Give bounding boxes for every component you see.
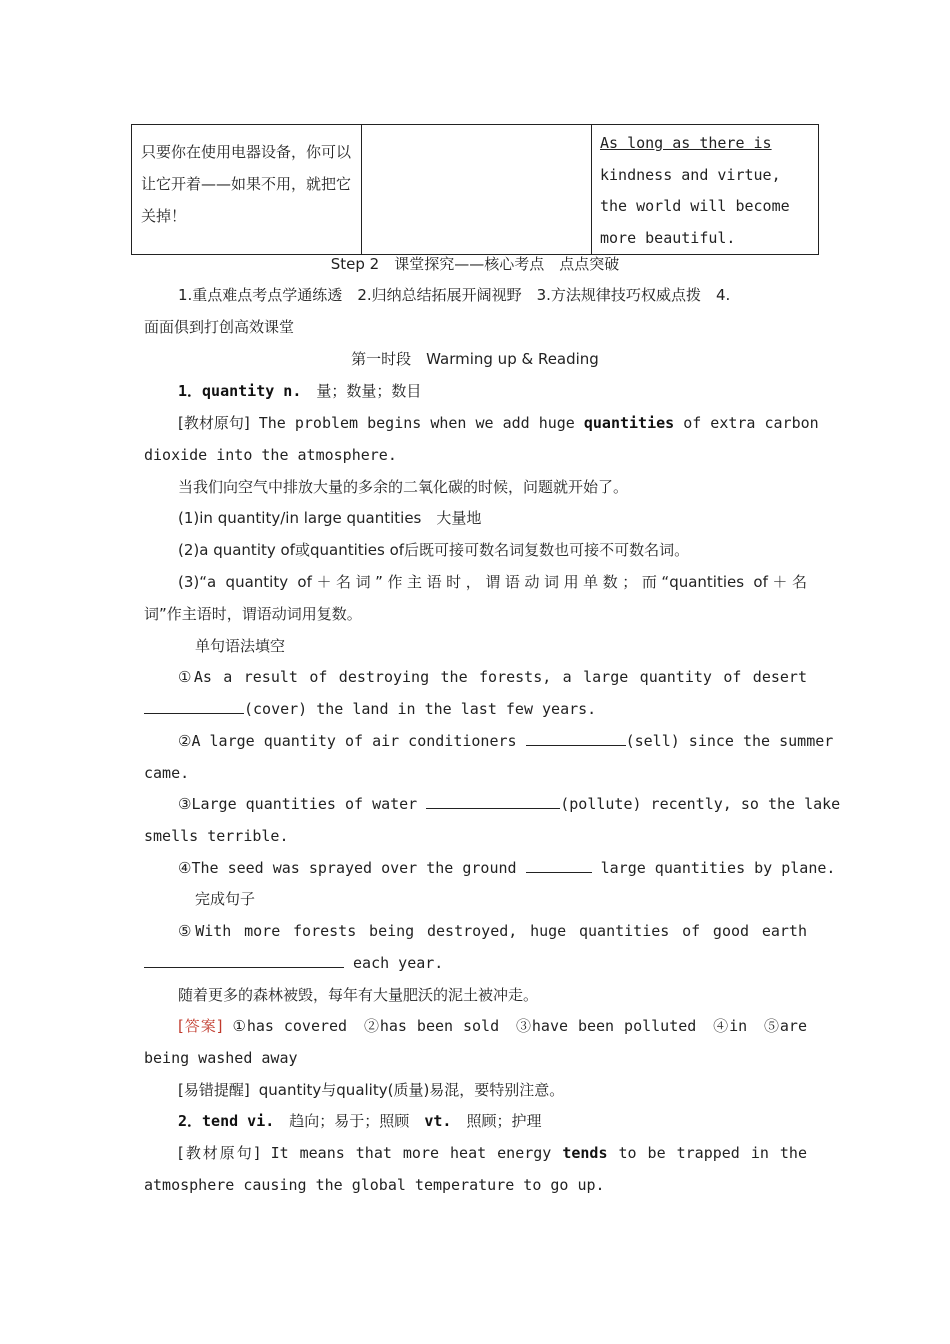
- entry1-meaning: 量；数量；数目: [316, 382, 422, 400]
- entry2-headword: 2．tend vi.: [178, 1112, 275, 1130]
- entry2-meaning2: 照顾；护理: [466, 1112, 542, 1130]
- tip-label: [易错提醒]: [178, 1081, 250, 1099]
- entry1-note3-line1: (3)“a quantity of＋名词”作主语时，谓语动词用单数；而“quantities of＋名: [178, 573, 807, 591]
- answer-blank[interactable]: [526, 858, 592, 873]
- cell-chinese-text: 只要你在使用电器设备，你可以让它开着——如果不用，就把它关掉！: [141, 143, 352, 225]
- question-5-line2: [144, 953, 807, 973]
- answer-values: ①has covered ②has been sold ③have been polluted ④in ⑤are: [232, 1017, 807, 1035]
- question-2-line1: [178, 731, 834, 751]
- cell-english-rest: kindness and virtue, the world will become more beautiful.: [600, 165, 790, 247]
- answer-blank[interactable]: [526, 731, 626, 746]
- step-title: Step 2 课堂探究——核心考点 点点突破: [330, 255, 620, 273]
- table-cell-english: [592, 125, 819, 255]
- entry2-meaning1: 趋向；易于；照顾: [289, 1112, 410, 1130]
- question-5-line1: ⑤With more forests being destroyed, huge quantities of good earth: [178, 922, 807, 940]
- tip-text: quantity与quality(质量)易混，要特别注意。: [258, 1081, 565, 1099]
- exercise-heading: 单句语法填空: [195, 637, 286, 655]
- question-1-line2: [144, 699, 807, 719]
- entry1-note1: (1)in quantity/in large quantities 大量地: [178, 509, 482, 527]
- section-title: 第一时段 Warming up & Reading: [351, 350, 599, 368]
- answer-line1: [178, 1016, 807, 1036]
- question-5-rest: each year.: [353, 954, 444, 972]
- entry1-source-label: [教材原句]: [178, 414, 250, 432]
- entry1-source-post: of extra carbon: [683, 414, 819, 432]
- example-table: [131, 124, 819, 255]
- step-desc-line1: 1.重点难点考点学通练透 2.归纳总结拓展开阔视野 3.方法规律技巧权威点拨 4.: [178, 286, 731, 304]
- question-1-line1: ①As a result of destroying the forests, a large quantity of desert: [178, 668, 807, 686]
- table-cell-chinese: [132, 125, 362, 255]
- question-5-translation: 随着更多的森林被毁，每年有大量肥沃的泥土被冲走。: [178, 986, 539, 1004]
- answer-blank[interactable]: [144, 699, 244, 714]
- question-1-rest: (cover) the land in the last few years.: [244, 700, 597, 718]
- table-cell-empty: [362, 125, 592, 255]
- step-desc-line2: 面面俱到打创高效课堂: [144, 318, 295, 336]
- tip-line: [178, 1080, 807, 1100]
- entry1-note2: (2)a quantity of或quantities of后既可接可数名词复数也可接不可数名词。: [178, 541, 690, 559]
- entry2-heading: [178, 1111, 807, 1131]
- entry2-source-label: [教材原句]: [178, 1144, 260, 1162]
- entry1-source-line1: [178, 413, 819, 433]
- question-3-line1: [178, 794, 841, 814]
- complete-heading: 完成句子: [195, 890, 256, 908]
- entry2-source-post: to be trapped in the: [618, 1144, 807, 1162]
- question-4: [178, 858, 836, 878]
- question-2-post: (sell) since the summer: [625, 732, 834, 750]
- entry2-source-line2: atmosphere causing the global temperature to go up.: [144, 1176, 605, 1194]
- entry2-pos2: vt.: [424, 1112, 452, 1130]
- entry1-headword: 1．quantity n.: [178, 382, 302, 400]
- entry1-source-key: quantities: [583, 414, 675, 432]
- question-4-pre: ④The seed was sprayed over the ground: [178, 859, 517, 877]
- answer-line2: being washed away: [144, 1049, 298, 1067]
- entry1-note3-line2: 词”作主语时，谓语动词用复数。: [144, 605, 362, 623]
- question-3-post: (pollute) recently, so the lake: [560, 795, 841, 813]
- entry2-source-key: tends: [562, 1144, 608, 1162]
- question-3-line2: smells terrible.: [144, 827, 289, 845]
- answer-label: [答案]: [178, 1017, 223, 1035]
- entry2-source-pre: It means that more heat energy: [270, 1144, 552, 1162]
- entry2-source-line1: [178, 1143, 807, 1163]
- cell-empty-text: [362, 125, 591, 136]
- entry1-heading: [178, 381, 807, 401]
- question-2-pre: ②A large quantity of air conditioners: [178, 732, 517, 750]
- answer-blank[interactable]: [426, 794, 560, 809]
- question-3-pre: ③Large quantities of water: [178, 795, 418, 813]
- entry1-source-line2: dioxide into the atmosphere.: [144, 446, 397, 464]
- entry1-source-pre: The problem begins when we add huge: [258, 414, 575, 432]
- answer-blank[interactable]: [144, 953, 344, 968]
- cell-english-text: [592, 125, 818, 254]
- question-4-post: large quantities by plane.: [600, 859, 836, 877]
- underlined-phrase: As long as there is: [600, 134, 772, 152]
- entry1-translation: 当我们向空气中排放大量的多余的二氧化碳的时候，问题就开始了。: [178, 478, 629, 496]
- question-2-line2: came.: [144, 764, 190, 782]
